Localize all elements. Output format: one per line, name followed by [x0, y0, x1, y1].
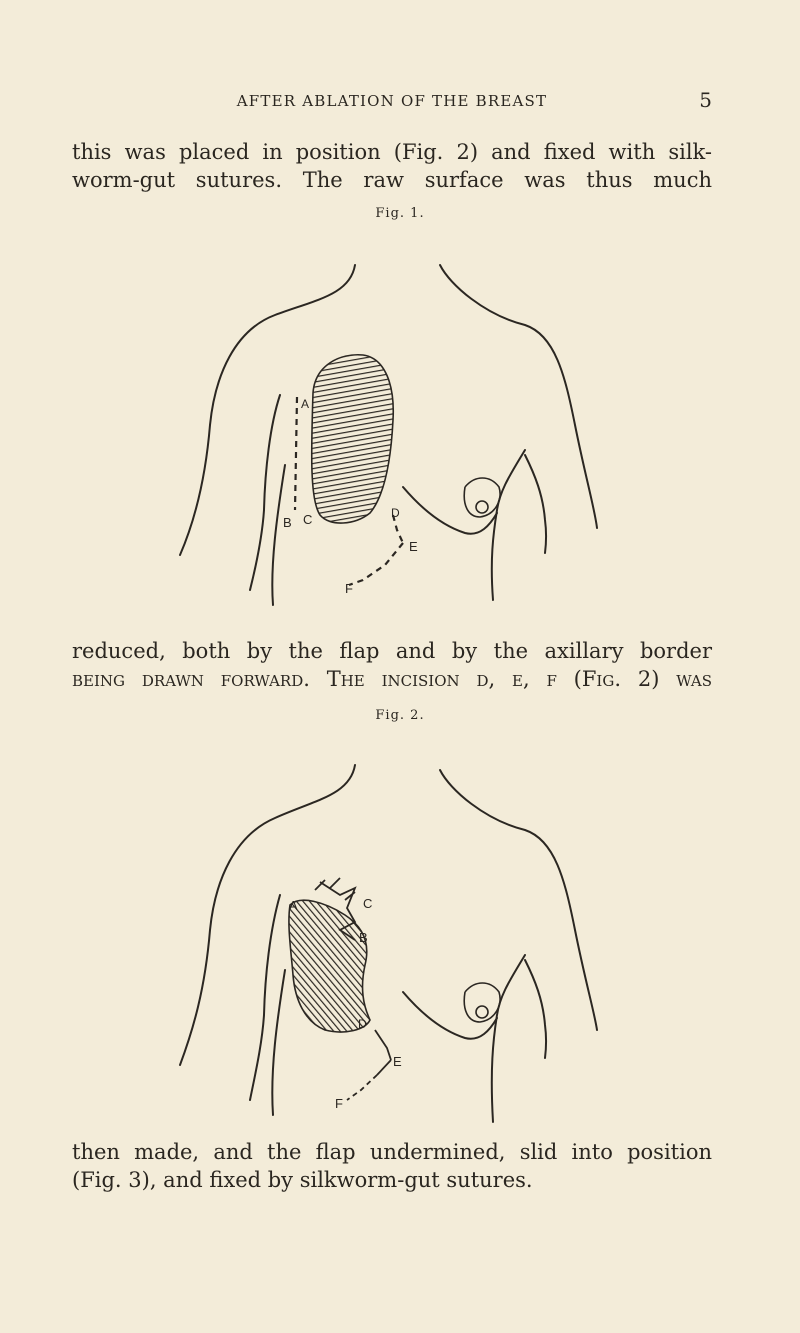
paragraph-2-line-1: reduced, both by the flap and by the axillary border	[72, 639, 712, 663]
figure-1-label-d: D	[391, 506, 400, 520]
figure-1-caption: Fig. 1.	[375, 206, 425, 221]
running-title: AFTER ABLATION OF THE BREAST	[236, 92, 548, 110]
figure-1-label-c: C	[303, 512, 313, 527]
paragraph-1-line-2: worm-gut sutures. The raw surface was thus much	[72, 168, 712, 192]
figure-2-label-b: B	[359, 930, 368, 945]
paragraph-3	[72, 1138, 712, 1194]
figure-2-label-d: D	[358, 1017, 367, 1031]
figure-2-torso-outline	[180, 765, 597, 1122]
figure-2-caption: Fig. 2.	[375, 708, 425, 723]
figure-1-nipple	[464, 478, 500, 517]
figure-2	[165, 730, 615, 1130]
figure-1-hatched-wound	[312, 355, 394, 523]
figure-1-label-a: A	[301, 397, 310, 411]
paragraph-3-line-1: then made, and the flap undermined, slid into position	[72, 1140, 712, 1164]
figure-1-label-f: F	[345, 581, 353, 596]
figure-1-label-b: B	[283, 515, 292, 530]
figure-1	[165, 225, 615, 615]
figure-2-nipple	[464, 983, 500, 1022]
figure-2-label-a: A	[289, 898, 298, 913]
running-header	[72, 88, 712, 114]
paragraph-2	[72, 637, 712, 693]
figure-2-incision-lines	[347, 1030, 391, 1100]
figure-2-hatched-flap	[289, 900, 370, 1032]
paragraph-1	[72, 138, 712, 194]
figure-1-label-e: E	[409, 539, 418, 554]
figure-2-label-e: E	[393, 1054, 402, 1069]
paragraph-1-line-1: this was placed in position (Fig. 2) and fixed with silk-	[72, 140, 712, 164]
figure-2-label-c: C	[363, 896, 373, 911]
paragraph-3-line-2: (Fig. 3), and fixed by silkworm-gut sutures.	[72, 1168, 533, 1192]
page-number: 5	[699, 88, 712, 112]
paragraph-2-line-2: being drawn forward. The incision d, e, f (Fig. 2) was	[72, 667, 712, 691]
figure-2-label-f: F	[335, 1096, 343, 1111]
